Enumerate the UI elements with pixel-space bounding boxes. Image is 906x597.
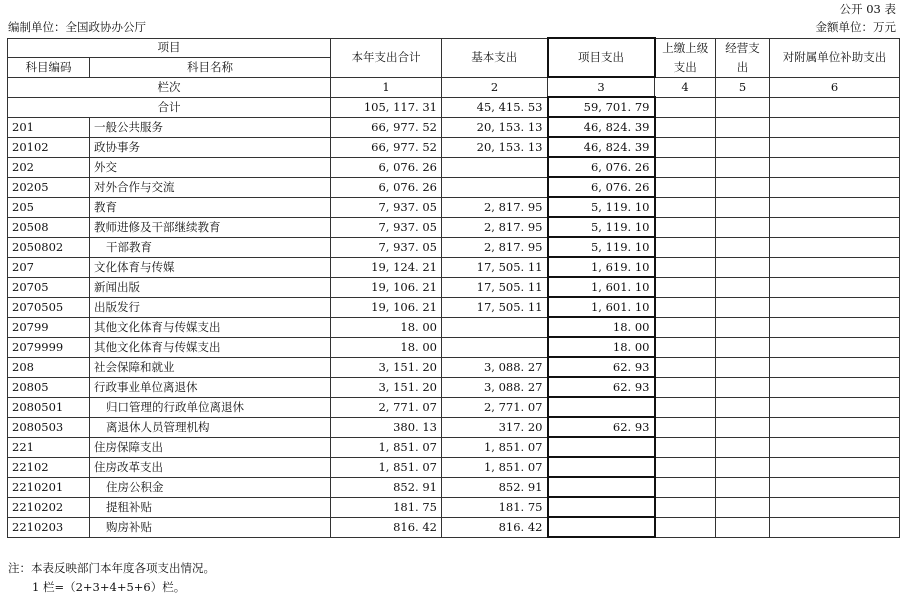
row-superior — [655, 117, 716, 137]
row-code: 2070505 — [8, 297, 90, 317]
row-project: 5, 119. 10 — [548, 217, 655, 237]
meta-row — [8, 19, 896, 35]
row-name: 教育 — [90, 197, 331, 217]
row-operating — [716, 197, 770, 217]
row-project: 6, 076. 26 — [548, 177, 655, 197]
row-subsidiary — [770, 197, 900, 217]
row-code: 20799 — [8, 317, 90, 337]
row-superior — [655, 277, 716, 297]
table-row — [8, 357, 900, 377]
table-row — [8, 297, 900, 317]
row-name: 政协事务 — [90, 137, 331, 157]
row-name: 干部教育 — [90, 237, 331, 257]
table-row — [8, 177, 900, 197]
row-code: 201 — [8, 117, 90, 137]
row-basic: 2, 817. 95 — [442, 237, 548, 257]
row-operating — [716, 517, 770, 537]
row-project: 6, 076. 26 — [548, 157, 655, 177]
row-total: 3, 151. 20 — [331, 357, 442, 377]
row-operating — [716, 497, 770, 517]
row-name: 外交 — [90, 157, 331, 177]
totals-row — [8, 97, 900, 117]
row-code: 20205 — [8, 177, 90, 197]
row-basic — [442, 317, 548, 337]
row-subsidiary — [770, 457, 900, 477]
totals-operating — [716, 97, 770, 117]
row-project — [548, 517, 655, 537]
row-operating — [716, 257, 770, 277]
row-superior — [655, 437, 716, 457]
row-operating — [716, 137, 770, 157]
row-total: 7, 937. 05 — [331, 217, 442, 237]
row-subsidiary — [770, 257, 900, 277]
row-total: 19, 124. 21 — [331, 257, 442, 277]
row-basic: 3, 088. 27 — [442, 377, 548, 397]
row-superior — [655, 477, 716, 497]
column-index-5: 5 — [716, 77, 770, 97]
row-basic: 17, 505. 11 — [442, 297, 548, 317]
row-code: 208 — [8, 357, 90, 377]
row-operating — [716, 217, 770, 237]
row-project: 46, 824. 39 — [548, 137, 655, 157]
totals-superior — [655, 97, 716, 117]
header-row-top — [8, 38, 900, 58]
row-total: 181. 75 — [331, 497, 442, 517]
column-index-row — [8, 77, 900, 97]
row-subsidiary — [770, 437, 900, 457]
table-row — [8, 377, 900, 397]
table-row — [8, 397, 900, 417]
row-basic: 2, 817. 95 — [442, 217, 548, 237]
row-total: 3, 151. 20 — [331, 377, 442, 397]
totals-subsidiary — [770, 97, 900, 117]
table-row — [8, 417, 900, 437]
row-subsidiary — [770, 157, 900, 177]
row-project: 62. 93 — [548, 357, 655, 377]
row-code: 2080503 — [8, 417, 90, 437]
table-row — [8, 137, 900, 157]
row-basic: 20, 153. 13 — [442, 137, 548, 157]
row-total: 18. 00 — [331, 317, 442, 337]
row-code: 22102 — [8, 457, 90, 477]
row-superior — [655, 237, 716, 257]
row-subsidiary — [770, 137, 900, 157]
row-operating — [716, 417, 770, 437]
row-name: 其他文化体育与传媒支出 — [90, 317, 331, 337]
row-basic: 20, 153. 13 — [442, 117, 548, 137]
table-row — [8, 337, 900, 357]
row-project: 5, 119. 10 — [548, 237, 655, 257]
row-subsidiary — [770, 237, 900, 257]
row-operating — [716, 397, 770, 417]
column-index-6: 6 — [770, 77, 900, 97]
row-superior — [655, 137, 716, 157]
row-basic — [442, 157, 548, 177]
header-operating: 经营支出 — [716, 38, 770, 77]
row-project: 18. 00 — [548, 337, 655, 357]
table-row — [8, 517, 900, 537]
row-code: 207 — [8, 257, 90, 277]
row-name: 文化体育与传媒 — [90, 257, 331, 277]
row-code: 20705 — [8, 277, 90, 297]
row-name: 行政事业单位离退休 — [90, 377, 331, 397]
header-total: 本年支出合计 — [331, 38, 442, 77]
row-basic — [442, 337, 548, 357]
row-code: 20102 — [8, 137, 90, 157]
row-superior — [655, 517, 716, 537]
row-superior — [655, 217, 716, 237]
row-subsidiary — [770, 477, 900, 497]
row-superior — [655, 177, 716, 197]
row-subsidiary — [770, 317, 900, 337]
row-name: 新闻出版 — [90, 277, 331, 297]
row-project — [548, 497, 655, 517]
table-row — [8, 497, 900, 517]
row-project — [548, 397, 655, 417]
row-subsidiary — [770, 377, 900, 397]
row-basic: 3, 088. 27 — [442, 357, 548, 377]
header-project: 项目支出 — [548, 38, 655, 77]
row-operating — [716, 357, 770, 377]
row-operating — [716, 237, 770, 257]
header-name: 科目名称 — [90, 58, 331, 78]
row-code: 205 — [8, 197, 90, 217]
row-operating — [716, 277, 770, 297]
totals-basic: 45, 415. 53 — [442, 97, 548, 117]
row-subsidiary — [770, 517, 900, 537]
row-name: 住房改革支出 — [90, 457, 331, 477]
row-code: 20508 — [8, 217, 90, 237]
header-basic: 基本支出 — [442, 38, 548, 77]
amount-unit: 金额单位：万元 — [815, 20, 896, 34]
row-basic: 816. 42 — [442, 517, 548, 537]
row-total: 19, 106. 21 — [331, 277, 442, 297]
note-line-2: 1 栏=（2+3+4+5+6）栏。 — [32, 580, 186, 594]
row-operating — [716, 157, 770, 177]
row-superior — [655, 357, 716, 377]
row-total: 7, 937. 05 — [331, 237, 442, 257]
row-superior — [655, 317, 716, 337]
row-total: 18. 00 — [331, 337, 442, 357]
row-superior — [655, 497, 716, 517]
row-operating — [716, 477, 770, 497]
column-index-2: 2 — [442, 77, 548, 97]
row-operating — [716, 437, 770, 457]
row-name: 社会保障和就业 — [90, 357, 331, 377]
row-superior — [655, 297, 716, 317]
row-operating — [716, 177, 770, 197]
compiling-unit: 编制单位：全国政协办公厅 — [8, 20, 146, 34]
row-basic: 17, 505. 11 — [442, 257, 548, 277]
row-project: 62. 93 — [548, 417, 655, 437]
row-superior — [655, 397, 716, 417]
row-subsidiary — [770, 417, 900, 437]
row-name: 住房公积金 — [90, 477, 331, 497]
row-basic — [442, 177, 548, 197]
header-code: 科目编码 — [8, 58, 90, 78]
row-code: 2080501 — [8, 397, 90, 417]
row-superior — [655, 157, 716, 177]
totals-project: 59, 701. 79 — [548, 97, 655, 117]
row-name: 其他文化体育与传媒支出 — [90, 337, 331, 357]
column-index-3: 3 — [548, 77, 655, 97]
row-total: 7, 937. 05 — [331, 197, 442, 217]
table-row — [8, 157, 900, 177]
row-subsidiary — [770, 497, 900, 517]
row-project — [548, 457, 655, 477]
row-project: 18. 00 — [548, 317, 655, 337]
table-row — [8, 257, 900, 277]
totals-total: 105, 117. 31 — [331, 97, 442, 117]
row-superior — [655, 457, 716, 477]
row-operating — [716, 317, 770, 337]
row-basic: 17, 505. 11 — [442, 277, 548, 297]
header-item: 项目 — [8, 38, 331, 58]
row-basic: 1, 851. 07 — [442, 457, 548, 477]
row-name: 出版发行 — [90, 297, 331, 317]
row-basic: 2, 771. 07 — [442, 397, 548, 417]
row-operating — [716, 377, 770, 397]
row-basic: 181. 75 — [442, 497, 548, 517]
row-code: 2079999 — [8, 337, 90, 357]
row-operating — [716, 297, 770, 317]
table-row — [8, 197, 900, 217]
row-name: 教师进修及干部继续教育 — [90, 217, 331, 237]
row-project: 5, 119. 10 — [548, 197, 655, 217]
row-total: 66, 977. 52 — [331, 137, 442, 157]
table-row — [8, 237, 900, 257]
row-code: 221 — [8, 437, 90, 457]
row-operating — [716, 337, 770, 357]
table-row — [8, 317, 900, 337]
column-index-4: 4 — [655, 77, 716, 97]
table-row — [8, 217, 900, 237]
row-name: 一般公共服务 — [90, 117, 331, 137]
table-row — [8, 117, 900, 137]
row-basic: 1, 851. 07 — [442, 437, 548, 457]
row-name: 对外合作与交流 — [90, 177, 331, 197]
row-total: 6, 076. 26 — [331, 177, 442, 197]
row-basic: 317. 20 — [442, 417, 548, 437]
totals-label: 合计 — [8, 97, 331, 117]
row-name: 购房补贴 — [90, 517, 331, 537]
row-superior — [655, 337, 716, 357]
row-project — [548, 437, 655, 457]
row-total: 1, 851. 07 — [331, 437, 442, 457]
table-row — [8, 437, 900, 457]
row-project: 1, 619. 10 — [548, 257, 655, 277]
row-total: 1, 851. 07 — [331, 457, 442, 477]
row-subsidiary — [770, 277, 900, 297]
row-total: 66, 977. 52 — [331, 117, 442, 137]
note-line-1: 注：本表反映部门本年度各项支出情况。 — [8, 561, 215, 575]
row-superior — [655, 257, 716, 277]
notes — [8, 559, 215, 597]
row-total: 816. 42 — [331, 517, 442, 537]
row-subsidiary — [770, 117, 900, 137]
row-code: 202 — [8, 157, 90, 177]
row-superior — [655, 377, 716, 397]
row-superior — [655, 417, 716, 437]
header-subsidiary: 对附属单位补助支出 — [770, 38, 900, 77]
row-superior — [655, 197, 716, 217]
row-total: 2, 771. 07 — [331, 397, 442, 417]
row-project — [548, 477, 655, 497]
row-code: 2210201 — [8, 477, 90, 497]
row-code: 20805 — [8, 377, 90, 397]
table-row — [8, 477, 900, 497]
row-subsidiary — [770, 217, 900, 237]
row-subsidiary — [770, 177, 900, 197]
row-total: 852. 91 — [331, 477, 442, 497]
row-name: 离退休人员管理机构 — [90, 417, 331, 437]
row-basic: 852. 91 — [442, 477, 548, 497]
row-project: 1, 601. 10 — [548, 277, 655, 297]
row-code: 2210203 — [8, 517, 90, 537]
row-project: 62. 93 — [548, 377, 655, 397]
column-index-label: 栏次 — [8, 77, 331, 97]
expenditure-table — [7, 37, 900, 538]
row-basic: 2, 817. 95 — [442, 197, 548, 217]
row-total: 19, 106. 21 — [331, 297, 442, 317]
row-code: 2050802 — [8, 237, 90, 257]
row-operating — [716, 117, 770, 137]
row-total: 380. 13 — [331, 417, 442, 437]
table-number: 公开 03 表 — [839, 2, 896, 16]
column-index-1: 1 — [331, 77, 442, 97]
row-subsidiary — [770, 297, 900, 317]
row-name: 提租补贴 — [90, 497, 331, 517]
row-name: 住房保障支出 — [90, 437, 331, 457]
row-name: 归口管理的行政单位离退休 — [90, 397, 331, 417]
row-operating — [716, 457, 770, 477]
row-project: 46, 824. 39 — [548, 117, 655, 137]
row-project: 1, 601. 10 — [548, 297, 655, 317]
row-subsidiary — [770, 337, 900, 357]
table-row — [8, 277, 900, 297]
table-row — [8, 457, 900, 477]
row-total: 6, 076. 26 — [331, 157, 442, 177]
header-superior: 上缴上级支出 — [655, 38, 716, 77]
row-subsidiary — [770, 397, 900, 417]
row-subsidiary — [770, 357, 900, 377]
row-code: 2210202 — [8, 497, 90, 517]
